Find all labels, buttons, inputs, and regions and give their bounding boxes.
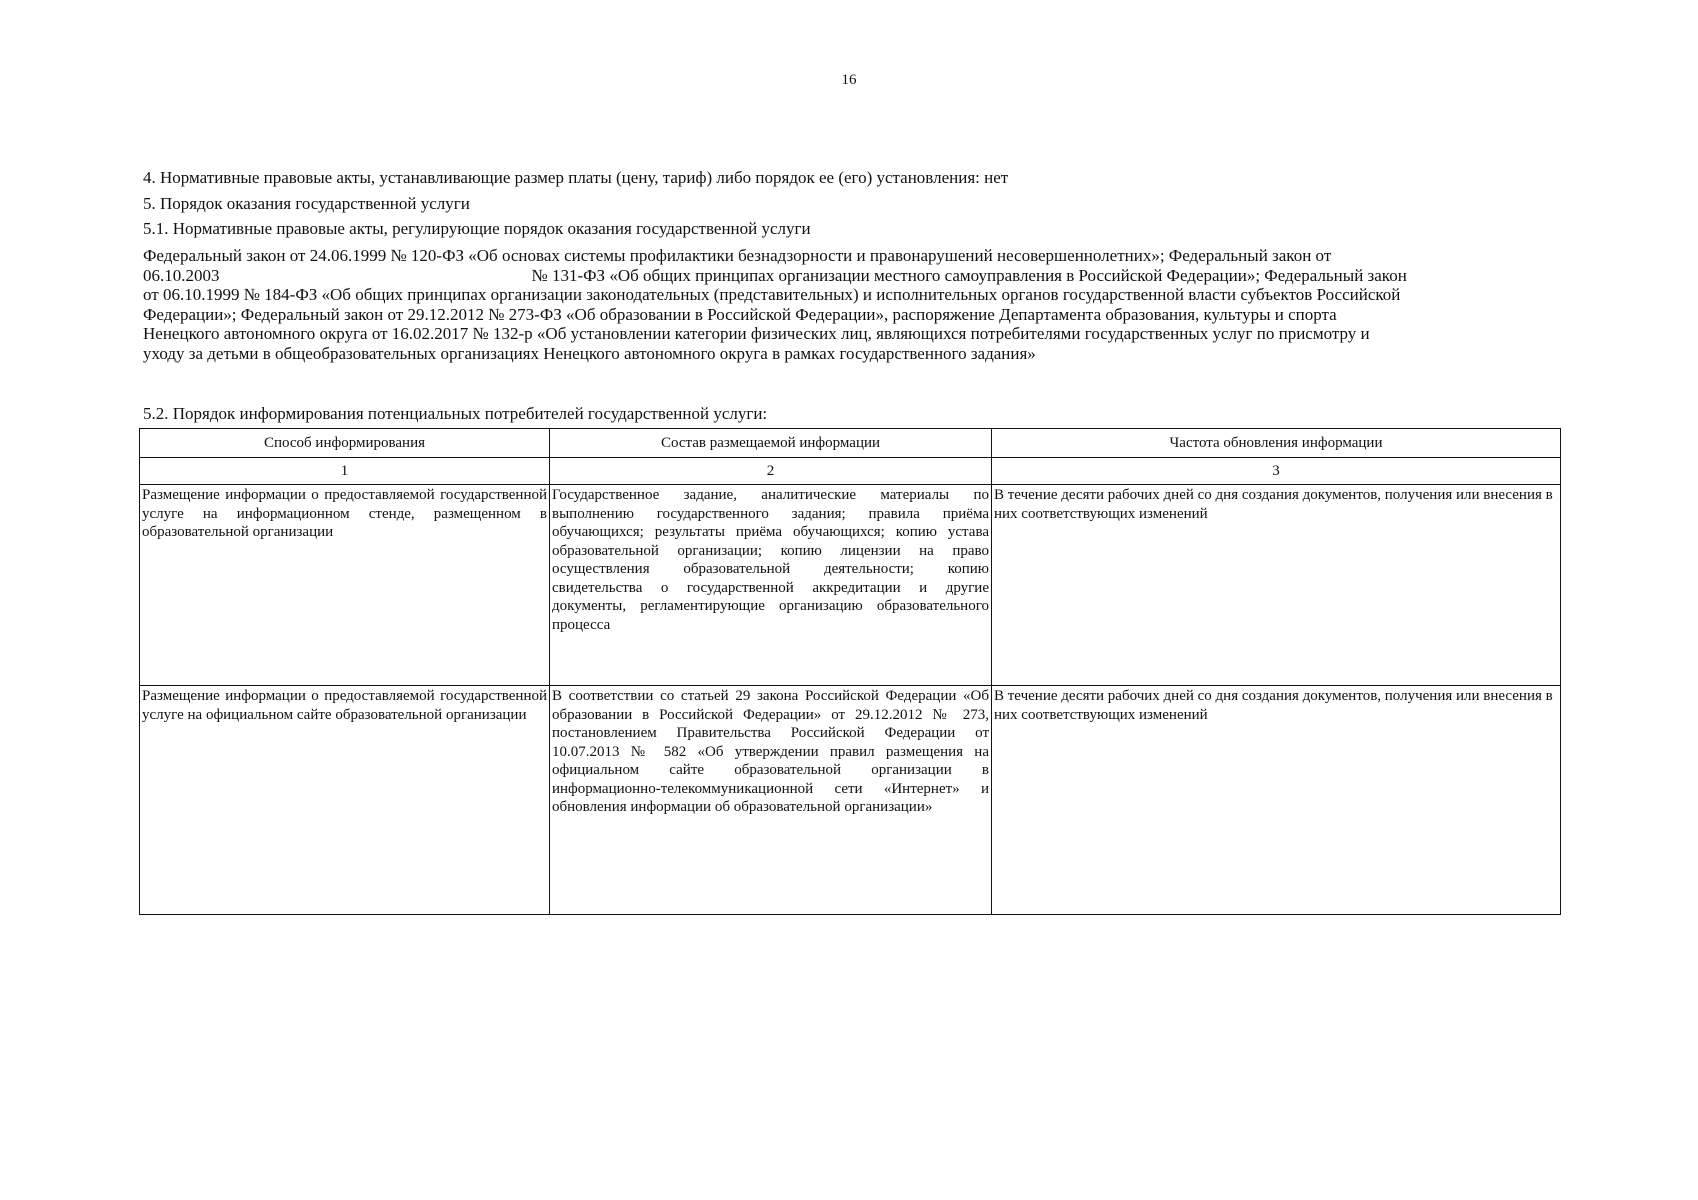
table-header-row xyxy=(140,429,1561,458)
legal-acts-paragraph xyxy=(143,246,1563,363)
paragraph-line: уходу за детьми в общеобразовательных организациях Ненецкого автономного округа в рамках государственного задания» xyxy=(143,343,1036,363)
paragraph-date: 06.10.2003 xyxy=(143,265,220,285)
table-row xyxy=(140,686,1561,915)
header-method: Способ информирования xyxy=(140,429,550,458)
section-4-heading: 4. Нормативные правовые акты, устанавливающие размер платы (цену, тариф) либо порядок ее (его) установления: нет xyxy=(143,168,1009,187)
cell-content: Государственное задание, аналитические материалы по выполнению государственного задания; правила приёма обучающихся; результаты приёма обучающихся; копию устава образовательной организации; копию лицензии на право осуществления образовательной деятельности; копию свидетельства о государственной аккредитации и другие документы, регламентирующие организацию образовательного процесса xyxy=(550,485,992,686)
page-number: 16 xyxy=(841,72,857,88)
header-content: Состав размещаемой информации xyxy=(550,429,992,458)
section-5-heading: 5. Порядок оказания государственной услуги xyxy=(143,194,470,213)
column-number: 3 xyxy=(992,458,1561,485)
paragraph-line: от 06.10.1999 № 184-ФЗ «Об общих принципах организации законодательных (представительных) и исполнительных органов государственной власти субъектов Российской xyxy=(143,285,1401,304)
table-row xyxy=(140,485,1561,686)
header-frequency: Частота обновления информации xyxy=(992,429,1561,458)
column-number: 2 xyxy=(550,458,992,485)
paragraph-line: Федеральный закон от 24.06.1999 № 120-ФЗ «Об основах системы профилактики безнадзорности и правонарушений несовершеннолетних»; Федеральный закон от xyxy=(143,246,1332,265)
cell-frequency: В течение десяти рабочих дней со дня создания документов, получения или внесения в них соответствующих изменений xyxy=(992,485,1561,686)
table-number-row xyxy=(140,458,1561,485)
column-number: 1 xyxy=(140,458,550,485)
section-5-1-heading: 5.1. Нормативные правовые акты, регулирующие порядок оказания государственной услуги xyxy=(143,219,811,238)
cell-method: Размещение информации о предоставляемой государственной услуге на информационном стенде, размещенном в образовательной организации xyxy=(140,485,550,686)
cell-frequency: В течение десяти рабочих дней со дня создания документов, получения или внесения в них соответствующих изменений xyxy=(992,686,1561,915)
information-table xyxy=(139,428,1561,915)
section-5-2-heading: 5.2. Порядок информирования потенциальных потребителей государственной услуги: xyxy=(143,404,768,423)
paragraph-line-rest: № 131-ФЗ «Об общих принципах организации местного самоуправления в Российской Федерации»; Федеральный закон xyxy=(531,265,1407,285)
cell-content: В соответствии со статьей 29 закона Российской Федерации «Об образовании в Российской Федерации» от 29.12.2012 № 273, постановлением Правительства Российской Федерации от 10.07.2013 № 582 «Об утверждении правил размещения на официальном сайте образовательной организации в информационно-телекоммуникационной сети «Интернет» и обновления информации об образовательной организации» xyxy=(550,686,992,915)
paragraph-line xyxy=(143,266,1563,286)
paragraph-line: Федерации»; Федеральный закон от 29.12.2012 № 273-ФЗ «Об образовании в Российской Федерации», распоряжение Департамента образования, культуры и спорта xyxy=(143,304,1337,324)
paragraph-line: Ненецкого автономного округа от 16.02.2017 № 132-р «Об установлении категории физических лиц, являющихся потребителями государственных услуг по присмотру и xyxy=(143,324,1370,343)
cell-method: Размещение информации о предоставляемой государственной услуге на официальном сайте образовательной организации xyxy=(140,686,550,915)
